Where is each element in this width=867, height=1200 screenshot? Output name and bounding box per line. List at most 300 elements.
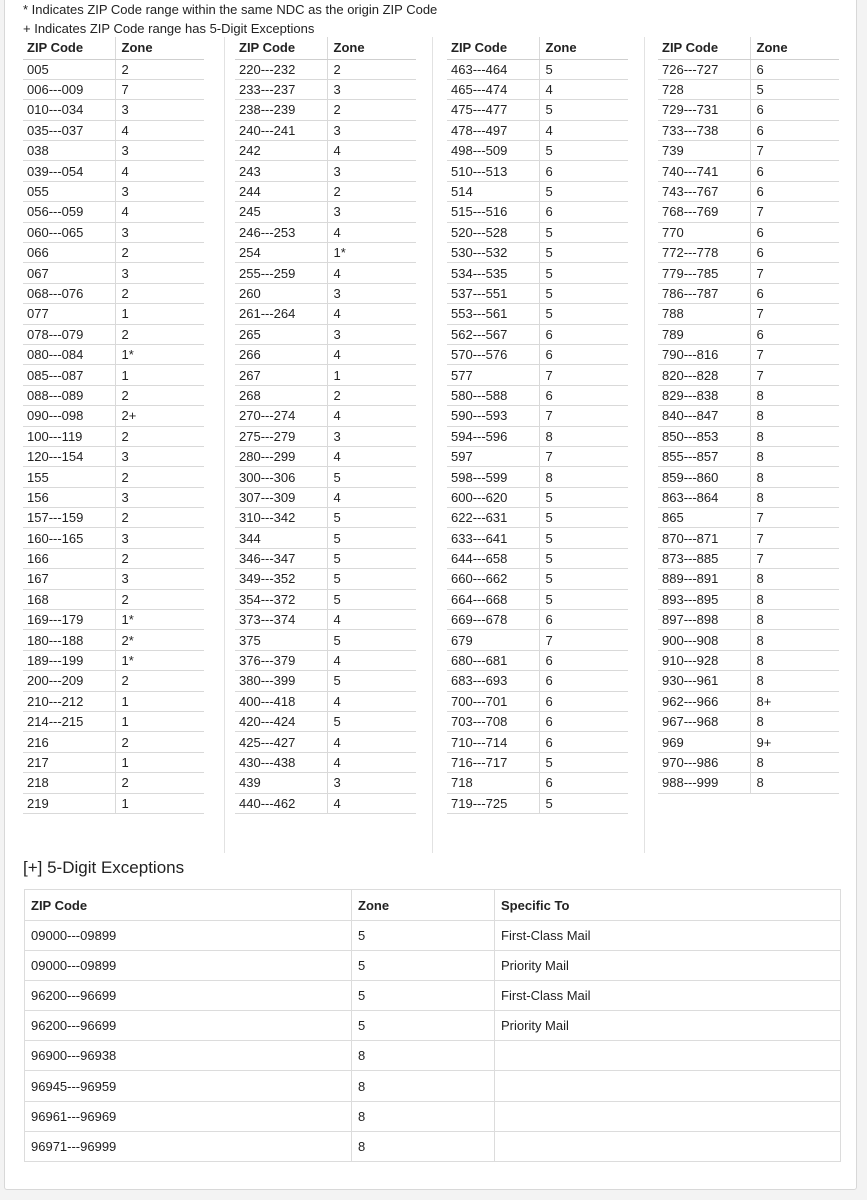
- zone-cell: 2: [115, 732, 204, 752]
- zone-cell: 4: [327, 141, 416, 161]
- zone-cell: 7: [750, 304, 839, 324]
- zip-range-cell: 897---898: [658, 610, 750, 630]
- zone-row: [658, 467, 839, 487]
- zone-cell: 2: [115, 773, 204, 793]
- zip-range-cell: 855---857: [658, 446, 750, 466]
- zone-cell: 2: [327, 385, 416, 405]
- zip-range-cell: 475---477: [447, 100, 539, 120]
- zone-row: [23, 141, 204, 161]
- zone-row: [23, 304, 204, 324]
- zone-row: [23, 324, 204, 344]
- zone-cell: 6: [750, 59, 839, 79]
- zone-cell: 4: [327, 650, 416, 670]
- zip-range-cell: 515---516: [447, 202, 539, 222]
- zone-row: [447, 222, 628, 242]
- zone-cell: 2*: [115, 630, 204, 650]
- zip-range-cell: 373---374: [235, 610, 327, 630]
- zone-cell: 3: [327, 324, 416, 344]
- zone-cell: 5: [539, 222, 628, 242]
- zip-range-cell: 310---342: [235, 508, 327, 528]
- zone-row: [447, 569, 628, 589]
- zone-cell: 6: [750, 283, 839, 303]
- exception-zip-cell: 96900---96938: [25, 1041, 352, 1071]
- zone-cell: 5: [539, 487, 628, 507]
- zip-range-cell: 859---860: [658, 467, 750, 487]
- zone-cell: 4: [327, 304, 416, 324]
- zone-cell: 2: [327, 59, 416, 79]
- exceptions-table: [24, 889, 841, 1162]
- zone-row: [235, 304, 416, 324]
- zone-cell: 6: [539, 161, 628, 181]
- legend-notes: [23, 0, 437, 38]
- zip-range-cell: 349---352: [235, 569, 327, 589]
- zone-cell: 6: [750, 243, 839, 263]
- zone-row: [658, 202, 839, 222]
- zone-row: [447, 406, 628, 426]
- zone-column-2: [235, 37, 416, 814]
- zone-row: [235, 773, 416, 793]
- zone-header-row: [23, 37, 204, 59]
- zip-range-cell: 788: [658, 304, 750, 324]
- zone-cell: 7: [750, 202, 839, 222]
- exception-specific-cell: [495, 1101, 841, 1131]
- zip-range-cell: 863---864: [658, 487, 750, 507]
- exception-zone-cell: 5: [352, 981, 495, 1011]
- zip-range-cell: 275---279: [235, 426, 327, 446]
- zone-row: [658, 141, 839, 161]
- zip-range-cell: 594---596: [447, 426, 539, 446]
- zone-row: [23, 263, 204, 283]
- zip-range-cell: 789: [658, 324, 750, 344]
- zone-row: [235, 344, 416, 364]
- exceptions-header-zone: Zone: [352, 890, 495, 921]
- column-divider: [224, 37, 225, 853]
- zip-range-cell: 597: [447, 446, 539, 466]
- exception-specific-cell: First-Class Mail: [495, 981, 841, 1011]
- zip-range-cell: 478---497: [447, 120, 539, 140]
- zone-row: [447, 773, 628, 793]
- zone-cell: 1: [115, 793, 204, 813]
- zip-range-cell: 233---237: [235, 79, 327, 99]
- zone-cell: 5: [539, 100, 628, 120]
- exception-specific-cell: Priority Mail: [495, 1011, 841, 1041]
- zone-row: [235, 712, 416, 732]
- zone-cell: 5: [327, 569, 416, 589]
- zip-range-cell: 240---241: [235, 120, 327, 140]
- zone-row: [447, 141, 628, 161]
- zone-cell: 3: [115, 100, 204, 120]
- zone-cell: 4: [327, 752, 416, 772]
- zip-range-cell: 425---427: [235, 732, 327, 752]
- exception-zip-cell: 09000---09899: [25, 951, 352, 981]
- zone-row: [235, 100, 416, 120]
- zone-cell: 7: [750, 528, 839, 548]
- zone-cell: 2: [115, 324, 204, 344]
- zip-range-cell: 220---232: [235, 59, 327, 79]
- zone-cell: 7: [539, 406, 628, 426]
- zone-row: [658, 385, 839, 405]
- zip-range-cell: 786---787: [658, 283, 750, 303]
- zip-code-header: ZIP Code: [658, 37, 750, 59]
- exceptions-header-zip: ZIP Code: [25, 890, 352, 921]
- zone-row: [447, 426, 628, 446]
- zone-table: [447, 37, 628, 814]
- zip-range-cell: 261---264: [235, 304, 327, 324]
- zone-row: [658, 59, 839, 79]
- zone-cell: 5: [539, 508, 628, 528]
- zone-cell: 5: [539, 589, 628, 609]
- zone-row: [658, 650, 839, 670]
- zip-range-cell: 703---708: [447, 712, 539, 732]
- zone-cell: 6: [750, 120, 839, 140]
- zip-range-cell: 633---641: [447, 528, 539, 548]
- zone-cell: 8: [750, 671, 839, 691]
- zone-row: [23, 344, 204, 364]
- zip-code-header: ZIP Code: [447, 37, 539, 59]
- zone-cell: 3: [327, 79, 416, 99]
- zip-range-cell: 988---999: [658, 773, 750, 793]
- zone-row: [23, 467, 204, 487]
- zone-header: Zone: [327, 37, 416, 59]
- zone-cell: 4: [327, 344, 416, 364]
- zip-range-cell: 214---215: [23, 712, 115, 732]
- zone-row: [658, 610, 839, 630]
- zip-range-cell: 255---259: [235, 263, 327, 283]
- zone-row: [658, 406, 839, 426]
- zone-cell: 6: [750, 161, 839, 181]
- zip-range-cell: 660---662: [447, 569, 539, 589]
- zone-cell: 1*: [115, 344, 204, 364]
- zone-row: [235, 487, 416, 507]
- zone-row: [447, 365, 628, 385]
- zone-cell: 3: [327, 120, 416, 140]
- zone-cell: 2: [115, 508, 204, 528]
- zip-range-cell: 180---188: [23, 630, 115, 650]
- exceptions-heading: [+] 5-Digit Exceptions: [23, 858, 185, 877]
- zip-range-cell: 268: [235, 385, 327, 405]
- zone-row: [23, 385, 204, 405]
- zone-cell: 5: [539, 141, 628, 161]
- zip-range-cell: 969: [658, 732, 750, 752]
- zone-cell: 7: [750, 141, 839, 161]
- zone-cell: 5: [539, 548, 628, 568]
- zip-range-cell: 598---599: [447, 467, 539, 487]
- zone-cell: 4: [115, 161, 204, 181]
- zone-row: [235, 202, 416, 222]
- zone-cell: 1: [327, 365, 416, 385]
- zone-cell: 5: [539, 752, 628, 772]
- zone-row: [658, 732, 839, 752]
- zone-row: [235, 222, 416, 242]
- zone-row: [658, 365, 839, 385]
- zip-range-cell: 600---620: [447, 487, 539, 507]
- zip-range-cell: 590---593: [447, 406, 539, 426]
- zone-cell: 6: [539, 691, 628, 711]
- zone-row: [23, 610, 204, 630]
- zone-row: [447, 263, 628, 283]
- zone-cell: 8: [750, 589, 839, 609]
- zip-range-cell: 718: [447, 773, 539, 793]
- zone-cell: 8: [750, 610, 839, 630]
- zone-row: [658, 569, 839, 589]
- zone-cell: 6: [539, 712, 628, 732]
- zone-row: [447, 793, 628, 813]
- zip-range-cell: 865: [658, 508, 750, 528]
- exception-zone-cell: 8: [352, 1041, 495, 1071]
- zone-cell: 5: [539, 181, 628, 201]
- zip-range-cell: 870---871: [658, 528, 750, 548]
- zone-row: [235, 793, 416, 813]
- zip-range-cell: 039---054: [23, 161, 115, 181]
- exception-zip-cell: 96200---96699: [25, 981, 352, 1011]
- zip-range-cell: 078---079: [23, 324, 115, 344]
- zone-row: [658, 508, 839, 528]
- zone-column-4: [658, 37, 839, 794]
- zone-row: [447, 610, 628, 630]
- zone-row: [447, 712, 628, 732]
- zone-cell: 6: [750, 222, 839, 242]
- zone-row: [235, 528, 416, 548]
- zone-cell: 5: [327, 671, 416, 691]
- zone-row: [658, 712, 839, 732]
- exception-zip-cell: 96971---96999: [25, 1131, 352, 1161]
- exception-zone-cell: 5: [352, 921, 495, 951]
- zip-range-cell: 967---968: [658, 712, 750, 732]
- exception-zip-cell: 96945---96959: [25, 1071, 352, 1101]
- zip-range-cell: 873---885: [658, 548, 750, 568]
- zip-range-cell: 970---986: [658, 752, 750, 772]
- zip-range-cell: 779---785: [658, 263, 750, 283]
- exception-row: [25, 921, 841, 951]
- exception-zone-cell: 5: [352, 951, 495, 981]
- zone-row: [23, 732, 204, 752]
- zone-cell: 6: [750, 324, 839, 344]
- exception-specific-cell: [495, 1041, 841, 1071]
- zip-range-cell: 726---727: [658, 59, 750, 79]
- exception-specific-cell: First-Class Mail: [495, 921, 841, 951]
- zip-range-cell: 254: [235, 243, 327, 263]
- zone-row: [658, 344, 839, 364]
- zone-cell: 7: [115, 79, 204, 99]
- exception-row: [25, 1011, 841, 1041]
- zip-range-cell: 439: [235, 773, 327, 793]
- zip-range-cell: 189---199: [23, 650, 115, 670]
- zone-header: Zone: [115, 37, 204, 59]
- zip-range-cell: 465---474: [447, 79, 539, 99]
- zone-cell: 1*: [327, 243, 416, 263]
- zone-row: [447, 385, 628, 405]
- zone-cell: 4: [327, 691, 416, 711]
- zone-row: [658, 120, 839, 140]
- zip-range-cell: 307---309: [235, 487, 327, 507]
- zone-cell: 8: [750, 467, 839, 487]
- zip-range-cell: 664---668: [447, 589, 539, 609]
- zone-table: [235, 37, 416, 814]
- exception-zip-cell: 96200---96699: [25, 1011, 352, 1041]
- zone-cell: 3: [327, 161, 416, 181]
- exception-specific-cell: Priority Mail: [495, 951, 841, 981]
- zip-range-cell: 900---908: [658, 630, 750, 650]
- zone-table: [658, 37, 839, 794]
- zip-range-cell: 085---087: [23, 365, 115, 385]
- zone-cell: 7: [750, 365, 839, 385]
- zip-range-cell: 375: [235, 630, 327, 650]
- zone-cell: 2: [327, 181, 416, 201]
- zip-range-cell: 067: [23, 263, 115, 283]
- zip-range-cell: 514: [447, 181, 539, 201]
- zone-cell: 4: [115, 120, 204, 140]
- zone-row: [447, 181, 628, 201]
- zone-row: [235, 263, 416, 283]
- zip-range-cell: 498---509: [447, 141, 539, 161]
- zip-range-cell: 267: [235, 365, 327, 385]
- zone-cell: 7: [750, 263, 839, 283]
- zone-cell: 5: [327, 589, 416, 609]
- zone-row: [235, 752, 416, 772]
- zip-range-cell: 889---891: [658, 569, 750, 589]
- zip-range-cell: 622---631: [447, 508, 539, 528]
- zone-cell: 8: [750, 773, 839, 793]
- zip-range-cell: 716---717: [447, 752, 539, 772]
- zone-row: [23, 365, 204, 385]
- zone-row: [447, 752, 628, 772]
- zone-cell: 5: [539, 528, 628, 548]
- zone-cell: 6: [750, 181, 839, 201]
- zone-cell: 8: [539, 426, 628, 446]
- zone-row: [235, 141, 416, 161]
- zone-row: [447, 161, 628, 181]
- zone-cell: 3: [115, 446, 204, 466]
- zip-range-cell: 066: [23, 243, 115, 263]
- zone-row: [23, 100, 204, 120]
- zip-range-cell: 562---567: [447, 324, 539, 344]
- zone-cell: 8: [750, 385, 839, 405]
- zip-range-cell: 930---961: [658, 671, 750, 691]
- zone-row: [447, 467, 628, 487]
- zone-row: [658, 79, 839, 99]
- zone-row: [447, 324, 628, 344]
- zone-row: [235, 732, 416, 752]
- zone-row: [447, 446, 628, 466]
- zip-range-cell: 168: [23, 589, 115, 609]
- zone-header-row: [447, 37, 628, 59]
- zip-range-cell: 077: [23, 304, 115, 324]
- note-same-ndc: * Indicates ZIP Code range within the same NDC as the origin ZIP Code: [23, 2, 438, 17]
- zone-cell: 4: [327, 222, 416, 242]
- zip-range-cell: 376---379: [235, 650, 327, 670]
- zip-range-cell: 420---424: [235, 712, 327, 732]
- zone-cell: 9+: [750, 732, 839, 752]
- zone-row: [658, 487, 839, 507]
- zone-cell: 5: [327, 467, 416, 487]
- zip-range-cell: 035---037: [23, 120, 115, 140]
- zone-row: [23, 446, 204, 466]
- zone-cell: 2: [327, 100, 416, 120]
- zone-row: [447, 630, 628, 650]
- zone-row: [23, 508, 204, 528]
- zip-range-cell: 055: [23, 181, 115, 201]
- zip-range-cell: 400---418: [235, 691, 327, 711]
- zip-range-cell: 100---119: [23, 426, 115, 446]
- zone-column-3: [447, 37, 628, 814]
- exception-row: [25, 1101, 841, 1131]
- exception-row: [25, 1041, 841, 1071]
- zip-range-cell: 038: [23, 141, 115, 161]
- zone-row: [447, 120, 628, 140]
- note-5-digit-exceptions: + Indicates ZIP Code range has 5-Digit Exceptions: [23, 21, 315, 36]
- zone-row: [447, 508, 628, 528]
- column-divider: [644, 37, 645, 853]
- zip-range-cell: 242: [235, 141, 327, 161]
- zone-cell: 4: [327, 446, 416, 466]
- zone-cell: 5: [539, 59, 628, 79]
- zone-cell: 3: [115, 181, 204, 201]
- zip-range-cell: 580---588: [447, 385, 539, 405]
- exception-specific-cell: [495, 1071, 841, 1101]
- zip-range-cell: 728: [658, 79, 750, 99]
- exception-specific-cell: [495, 1131, 841, 1161]
- zone-cell: 6: [750, 100, 839, 120]
- zone-cell: 3: [115, 141, 204, 161]
- zip-range-cell: 768---769: [658, 202, 750, 222]
- zone-row: [23, 773, 204, 793]
- zone-cell: 5: [750, 79, 839, 99]
- zone-cell: 3: [115, 528, 204, 548]
- zone-cell: 3: [327, 773, 416, 793]
- zone-cell: 1: [115, 365, 204, 385]
- zone-cell: 5: [327, 528, 416, 548]
- zone-row: [658, 324, 839, 344]
- zone-cell: 5: [539, 263, 628, 283]
- zone-row: [235, 569, 416, 589]
- zip-range-cell: 669---678: [447, 610, 539, 630]
- zip-range-cell: 056---059: [23, 202, 115, 222]
- zone-cell: 4: [327, 610, 416, 630]
- zone-cell: 2: [115, 548, 204, 568]
- zone-cell: 4: [327, 732, 416, 752]
- zip-code-header: ZIP Code: [23, 37, 115, 59]
- zip-range-cell: 719---725: [447, 793, 539, 813]
- zone-cell: 8: [750, 569, 839, 589]
- zone-row: [23, 671, 204, 691]
- zone-row: [658, 243, 839, 263]
- zip-range-cell: 710---714: [447, 732, 539, 752]
- zip-range-cell: 739: [658, 141, 750, 161]
- exception-row: [25, 1071, 841, 1101]
- zone-row: [658, 283, 839, 303]
- zone-row: [447, 59, 628, 79]
- zone-cell: 3: [327, 283, 416, 303]
- zip-range-cell: 300---306: [235, 467, 327, 487]
- zone-row: [235, 671, 416, 691]
- zone-row: [235, 589, 416, 609]
- zip-range-cell: 166: [23, 548, 115, 568]
- zone-cell: 5: [327, 630, 416, 650]
- zip-range-cell: 160---165: [23, 528, 115, 548]
- zip-range-cell: 005: [23, 59, 115, 79]
- zone-row: [658, 691, 839, 711]
- zone-cell: 7: [539, 365, 628, 385]
- zone-cell: 5: [539, 304, 628, 324]
- zip-range-cell: 346---347: [235, 548, 327, 568]
- zone-cell: 5: [539, 569, 628, 589]
- zip-range-cell: 006---009: [23, 79, 115, 99]
- zone-row: [23, 752, 204, 772]
- zip-range-cell: 440---462: [235, 793, 327, 813]
- zip-range-cell: 156: [23, 487, 115, 507]
- zip-range-cell: 380---399: [235, 671, 327, 691]
- zone-cell: 3: [327, 426, 416, 446]
